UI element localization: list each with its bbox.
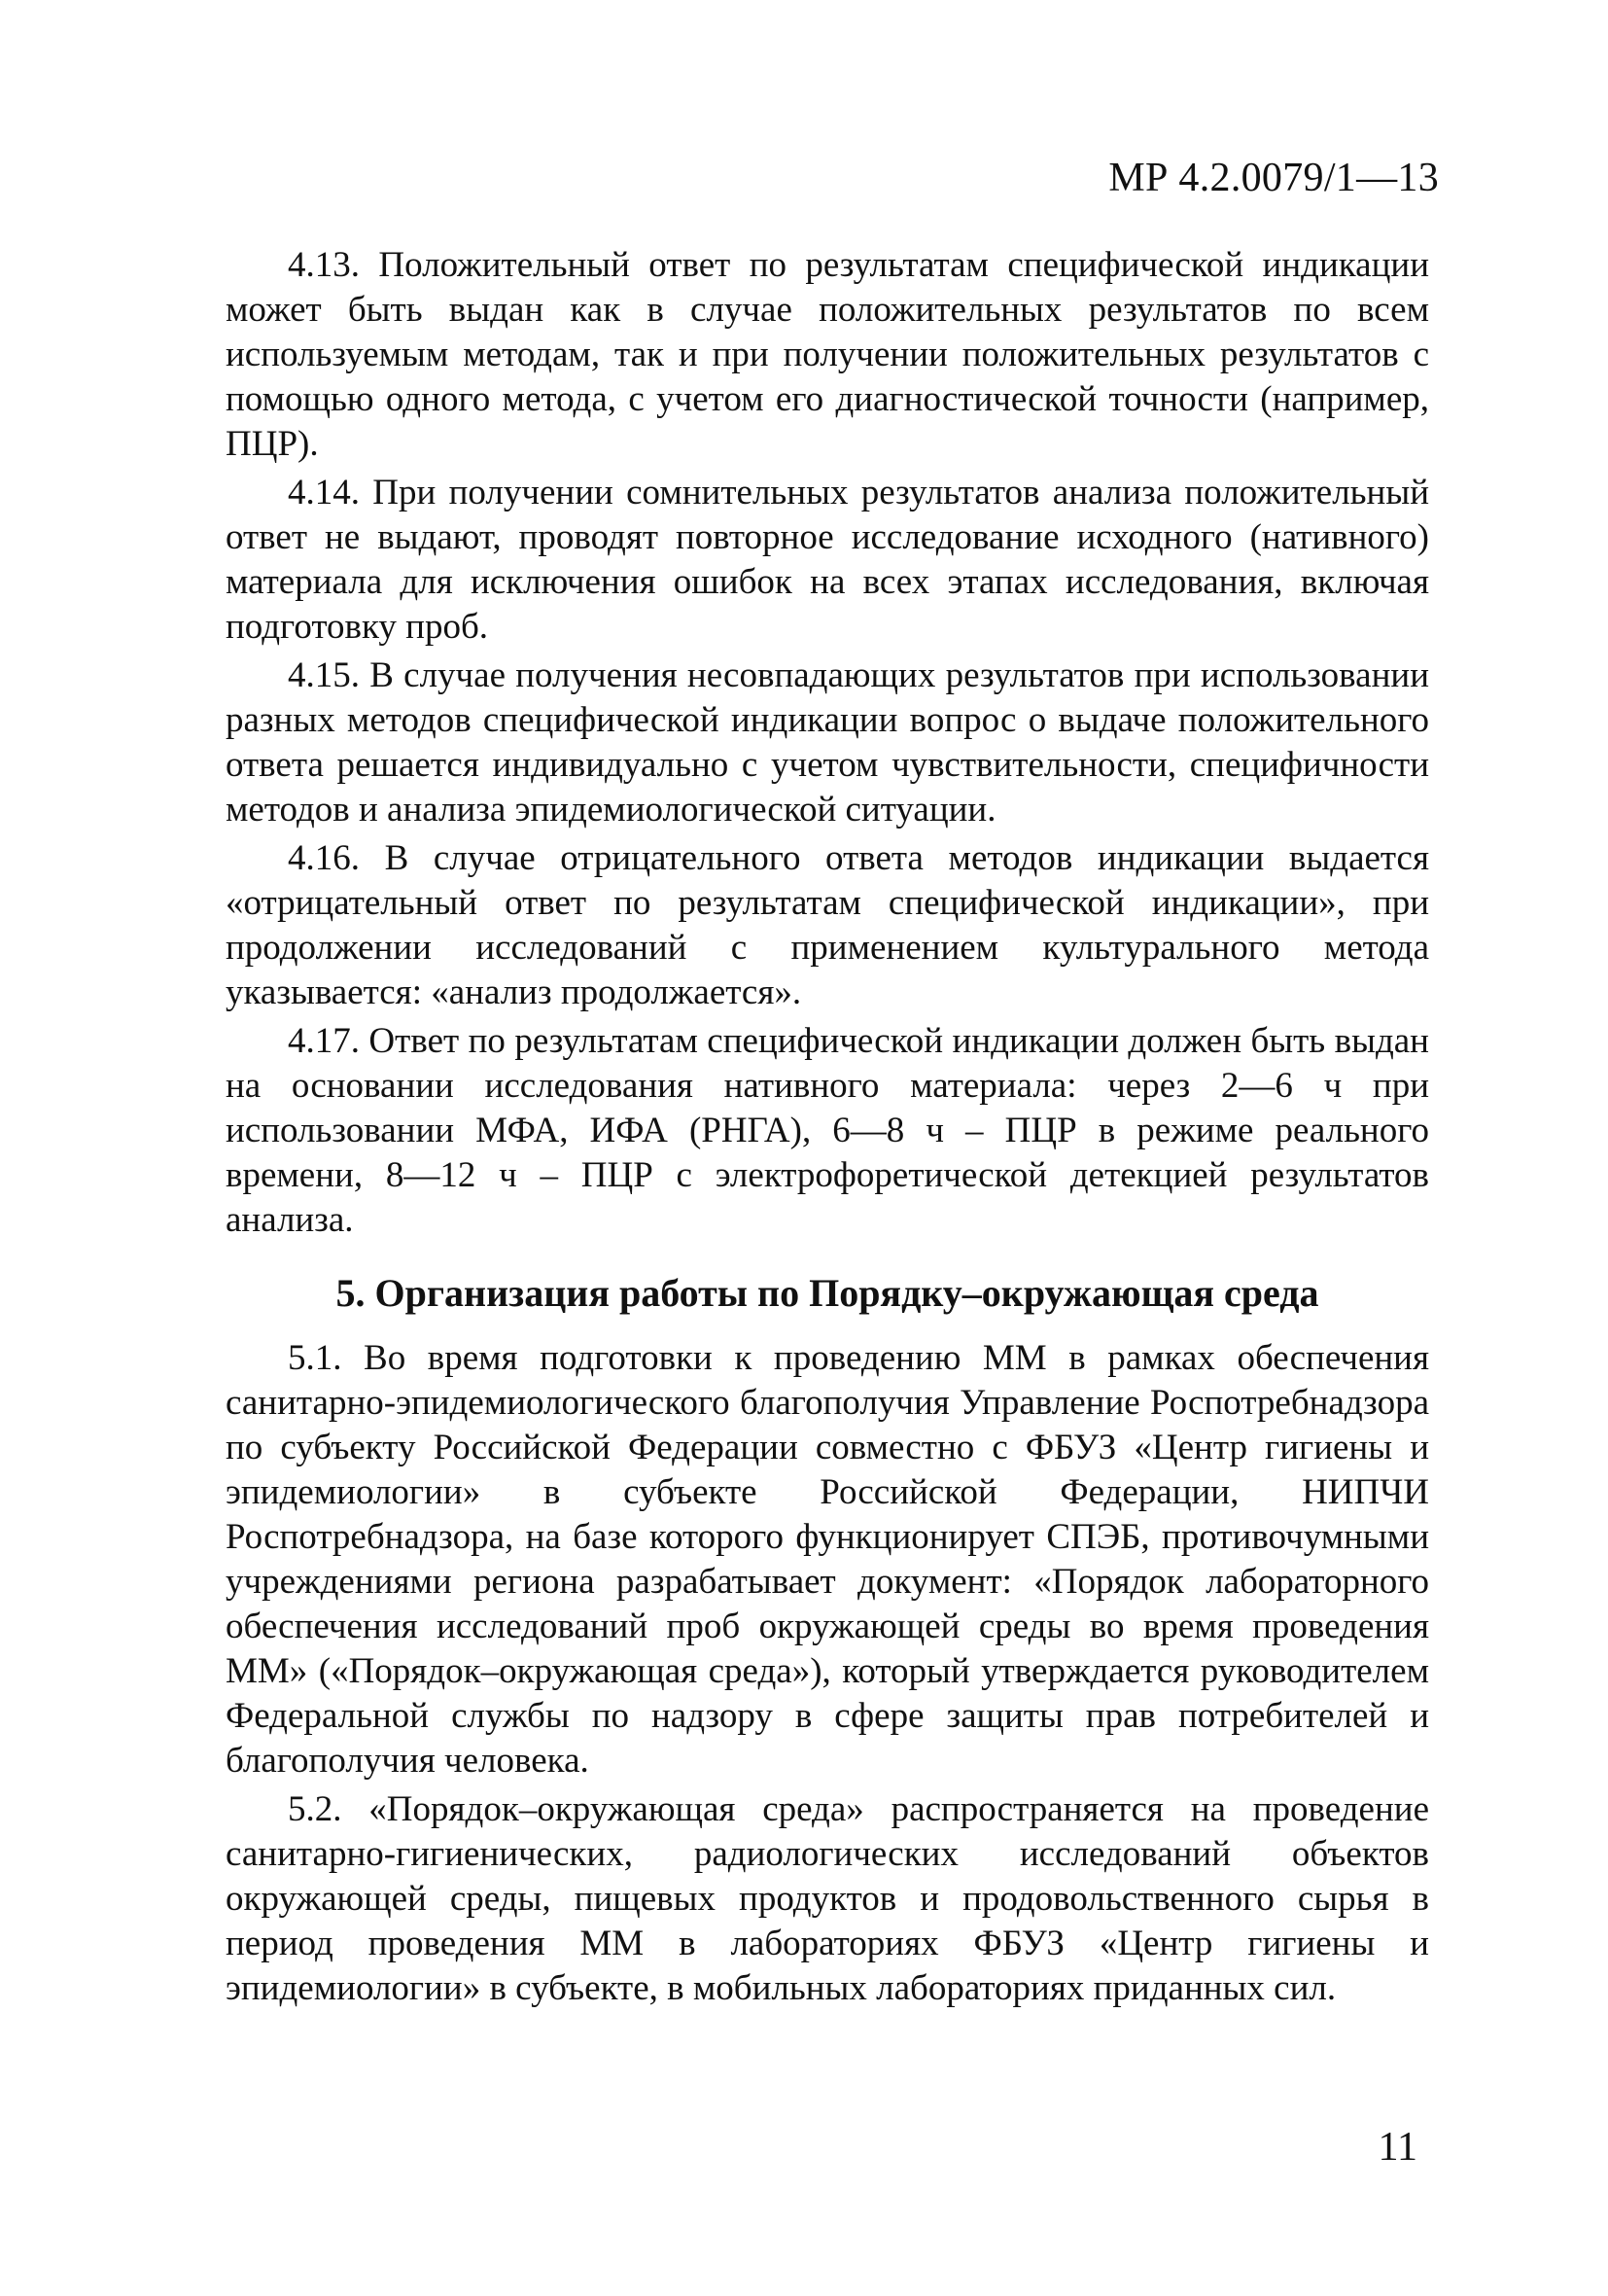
document-code: МР 4.2.0079/1—13 [1108,156,1439,200]
paragraph-4-15: 4.15. В случае получения несовпадающих результатов при использовании разных методов специфической индикации вопрос о выдаче положительного ответа решается индивидуально с учетом чувствительности, специфичности методов и анализа эпидемиологической ситуации. [226,655,1429,830]
paragraph-4-17: 4.17. Ответ по результатам специфической индикации должен быть выдан на основании исследования нативного материала: через 2—6 ч при использовании МФА, ИФА (РНГА), 6—8 ч – ПЦР в режиме реального времени, 8—12 ч – ПЦР с электрофоретической детекцией результатов анализа. [226,1021,1429,1240]
paragraph-4-13: 4.13. Положительный ответ по результатам специфической индикации может быть выдан как в случае положительных результатов по всем используемым методам, так и при получении положительных результатов с помощью одного метода, с учетом его диагностической точности (например, ПЦР). [226,245,1429,464]
paragraph-5-2: 5.2. «Порядок–окружающая среда» распространяется на проведение санитарно-гигиенических, радиологических исследований объектов окружающей среды, пищевых продуктов и продовольственного сырья в период проведения ММ в лабораториях ФБУЗ «Центр гигиены и эпидемиологии» в субъекте, в мобильных лабораториях приданных сил. [226,1789,1429,2008]
section-5-heading: 5. Организация работы по Порядку–окружающая среда [335,1271,1319,1315]
paragraph-5-1: 5.1. Во время подготовки к проведению ММ в рамках обеспечения санитарно-эпидемиологического благополучия Управление Роспотребнадзора по субъекту Российской Федерации совместно с ФБУЗ «Центр гигиены и эпидемиологии» в субъекте Российской Федерации, НИПЧИ Роспотребнадзора, на базе которого функционирует СПЭБ, противочумными учреждениями региона разрабатывает документ: «Порядок лабораторного обеспечения исследований проб окружающей среды во время проведения ММ» («Порядок–окружающая среда»), который утверждается руководителем Федеральной службы по надзору в сфере защиты прав потребителей и благополучия человека. [226,1338,1429,1781]
page-number: 11 [1378,2125,1417,2170]
paragraph-4-16: 4.16. В случае отрицательного ответа методов индикации выдается «отрицательный ответ по результатам специфической индикации», при продолжении исследований с применением культурального метода указывается: «анализ продолжается». [226,838,1429,1012]
page-content [226,243,1429,2015]
paragraph-4-14: 4.14. При получении сомнительных результатов анализа положительный ответ не выдают, проводят повторное исследование исходного (нативного) материала для исключения ошибок на всех этапах исследования, включая подготовку проб. [226,473,1429,647]
